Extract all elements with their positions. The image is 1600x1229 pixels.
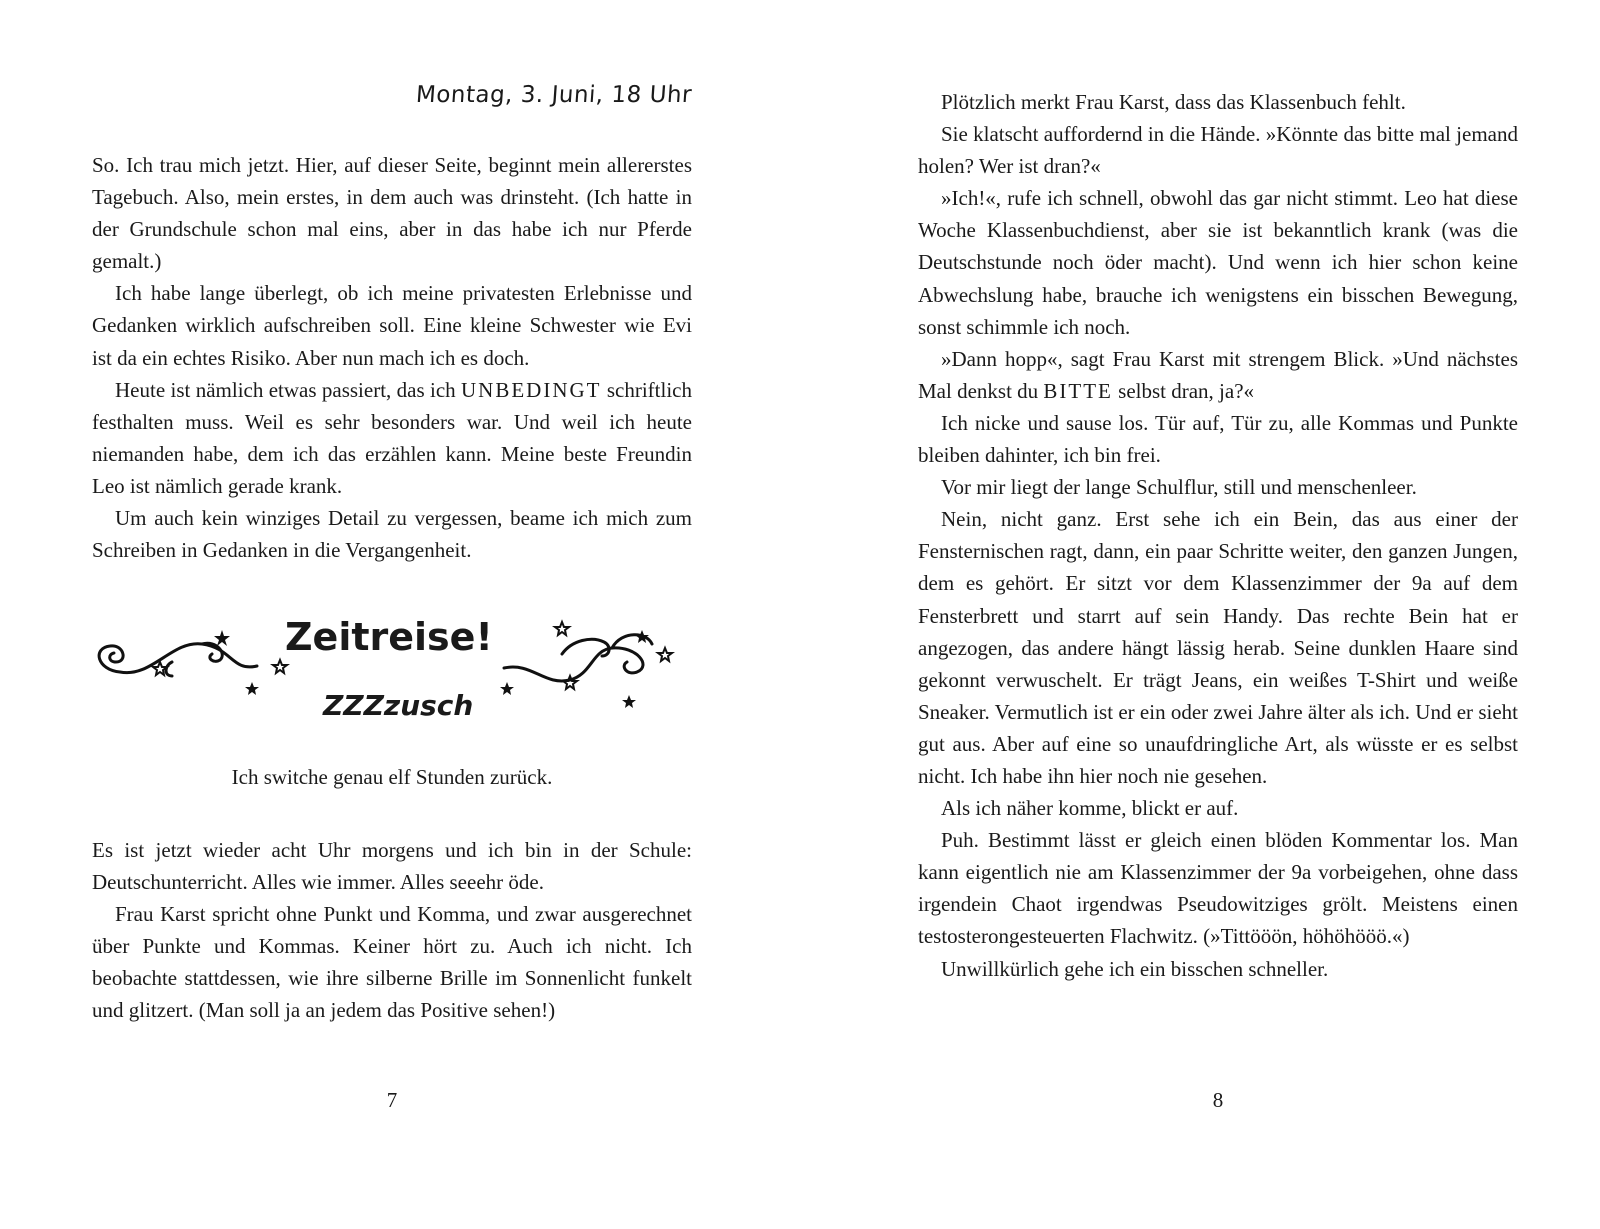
paragraph: Als ich näher komme, blickt er auf. <box>941 796 1239 821</box>
center-line: Ich switche genau elf Stunden zurück. <box>231 765 553 789</box>
paragraph: »Dann hopp«, sagt Frau Karst mit strengem Blick. »Und nächstes Mal denkst du BITTE selbst dran, ja?« <box>918 346 1518 403</box>
emphasis-word: BITTE <box>1043 378 1113 403</box>
paragraph: Es ist jetzt wieder acht Uhr morgens und ich bin in der Schule: Deutschunterricht. Alles wie immer. Alles seeehr öde. <box>92 838 692 895</box>
left-swirl-icon <box>99 644 257 673</box>
paragraph: So. Ich trau mich jetzt. Hier, auf dieser Seite, beginnt mein allererstes Tagebuch. Also, mein erstes, in dem auch was drinsteht. (Ich hatte in der Grundschule schon mal eins, aber in das habe ich nur Pferde gemalt.) <box>92 153 692 274</box>
paragraph: Heute ist nämlich etwas passiert, das ich UNBEDINGT schriftlich festhalten muss. Weil es sehr besonders war. Und weil ich heute niemanden habe, dem ich das erzählen kann. Meine beste Freundin Leo ist nämlich gerade krank. <box>92 377 692 498</box>
paragraph: Ich habe lange überlegt, ob ich meine privatesten Erlebnisse und Gedanken wirklich aufschreiben soll. Eine kleine Schwester wie Evi ist da ein echtes Risiko. Aber nun mach ich es doch. <box>92 281 692 370</box>
paragraph: Puh. Bestimmt lässt er gleich einen blöden Kommentar los. Man kann eigentlich nie am Klassenzimmer der 9a vorbeigehen, ohne dass irgendein Chaot irgendwas Pseudowitziges grölt. Meistens einen testosterongesteuerten Flachwitz. (»Tittööön, höhöhööö.«) <box>918 828 1518 949</box>
paragraph: Plötzlich merkt Frau Karst, dass das Klassenbuch fehlt. <box>941 90 1406 114</box>
ornament-sound: ZZZzusch <box>323 689 474 722</box>
paragraph: Nein, nicht ganz. Erst sehe ich ein Bein, das aus einer der Fensternischen ragt, dann, ein paar Schritte weiter, den ganzen Jungen, dem es gehört. Er sitzt vor dem Klassenzimmer der 9a auf dem Fensterbrett und starrt auf sein Handy. Das rechte Bein hat er angezogen, das andere hängt lässig herab. Seine dunklen Haare sind gekonnt verwuschelt. Er trägt Jeans, ein weißes T-Shirt und weiße Sneaker. Vermutlich ist er ein oder zwei Jahre älter als ich. Und er sieht gut aus. Aber auf eine so unaufdringliche Art, als wüsste er es selbst nicht. Ich habe ihn hier noch nie gesehen. <box>918 507 1518 788</box>
right-text <box>918 86 1518 985</box>
paragraph: Ich nicke und sause los. Tür auf, Tür zu, alle Kommas und Punkte bleiben dahinter, ich bin frei. <box>918 410 1518 468</box>
dateline: Montag, 3. Juni, 18 Uhr <box>415 82 693 108</box>
paragraph: Frau Karst spricht ohne Punkt und Komma, und zwar ausgerechnet über Punkte und Kommas. Keiner hört zu. Auch ich nicht. Ich beobachte stattdessen, wie ihre silberne Brille im Sonnenlicht funkelt und glitzert. (Man soll ja an jedem das Positive sehen!) <box>92 902 692 1023</box>
ornament-title: Zeitreise! <box>285 615 493 659</box>
emphasis-word: UNBEDINGT <box>461 377 602 402</box>
paragraph: Sie klatscht auffordernd in die Hände. »Könnte das bitte mal jemand holen? Wer ist dran?« <box>918 122 1518 179</box>
page-number: 7 <box>386 1088 398 1112</box>
paragraph: Um auch kein winziges Detail zu vergessen, beame ich mich zum Schreiben in Gedanken in die Vergangenheit. <box>92 506 692 563</box>
page-number: 8 <box>1212 1088 1224 1112</box>
paragraph: Unwillkürlich gehe ich ein bisschen schneller. <box>941 956 1329 981</box>
paragraph: »Ich!«, rufe ich schnell, obwohl das gar nicht stimmt. Leo hat diese Woche Klassenbuchdienst, aber sie ist bekanntlich krank (was die Deutschstunde noch öder macht). Und wenn ich hier schon keine Abwechslung habe, brauche ich wenigstens ein bisschen Bewegung, sonst schimmle ich noch. <box>918 186 1518 339</box>
right-swirl-icon <box>504 648 643 681</box>
paragraph: Vor mir liegt der lange Schulflur, still und menschenleer. <box>941 475 1417 500</box>
left-text-bottom <box>92 834 692 1027</box>
left-text-top <box>92 149 692 566</box>
